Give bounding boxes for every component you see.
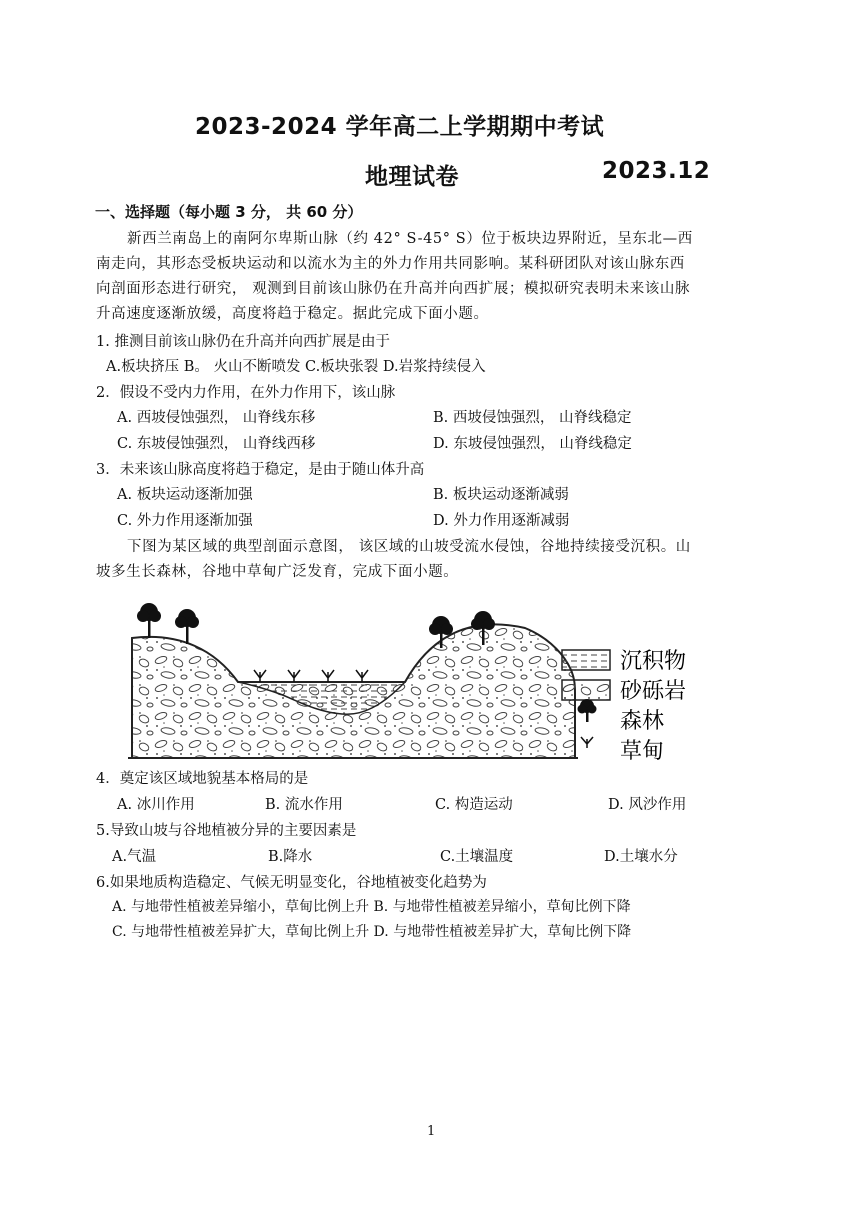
legend-label-meadow: 草甸 (620, 739, 665, 764)
cross-section-figure (120, 598, 740, 764)
question-2-option-c: C. 东坡侵蚀强烈， 山脊线西移 (117, 436, 316, 452)
question-4-option-b: B. 流水作用 (265, 797, 343, 813)
question-3-option-d: D. 外力作用逐渐减弱 (433, 513, 570, 529)
legend-label-forest: 森林 (620, 709, 665, 734)
question-5-option-c: C.土壤温度 (440, 849, 514, 865)
question-3-option-b: B. 板块运动逐渐减弱 (433, 487, 569, 503)
question-3-option-c: C. 外力作用逐渐加强 (117, 513, 253, 529)
exam-date: 2023.12 (602, 158, 711, 184)
question-2-stem: 2．假设不受内力作用，在外力作用下，该山脉 (96, 385, 396, 401)
passage1-line: 新西兰南岛上的南阿尔卑斯山脉（约 42° S-45° S）位于板块边界附近，呈东北—西 (127, 231, 693, 247)
question-5-option-d: D.土壤水分 (604, 849, 678, 865)
legend-label-sediment: 沉积物 (620, 649, 687, 674)
legend-meadow-symbol (581, 737, 593, 748)
exam-subject: 地理试卷 (365, 164, 459, 190)
forest-tree (175, 609, 199, 644)
question-4-option-d: D. 风沙作用 (608, 797, 687, 813)
meadow-grass (254, 670, 368, 682)
question-5-stem: 5.导致山坡与谷地植被分异的主要因素是 (96, 823, 357, 839)
legend-forest-symbol (578, 699, 597, 722)
legend-sediment-symbol (562, 650, 610, 670)
question-3-stem: 3．未来该山脉高度将趋于稳定，是由于随山体升高 (96, 462, 425, 478)
question-4-option-c: C. 构造运动 (435, 797, 513, 813)
legend-label-gravel: 砂砾岩 (620, 679, 687, 704)
page-number: 1 (427, 1124, 436, 1139)
question-3-option-a: A. 板块运动逐渐加强 (117, 487, 253, 503)
question-5-option-b: B.降水 (268, 849, 313, 865)
question-6-options-row2: C. 与地带性植被差异扩大，草甸比例上升 D. 与地带性植被差异扩大，草甸比例下降 (112, 924, 632, 940)
question-2-option-d: D. 东坡侵蚀强烈， 山脊线稳定 (433, 436, 632, 452)
passage2-line: 下图为某区域的典型剖面示意图， 该区域的山坡受流水侵蚀，谷地持续接受沉积。山 (127, 539, 691, 555)
passage1-line: 南走向，其形态受板块运动和以流水为主的外力作用共同影响。某科研团队对该山脉东西 (96, 256, 685, 272)
question-4-option-a: A. 冰川作用 (117, 797, 195, 813)
question-1-stem: 1. 推测目前该山脉仍在升高并向西扩展是由于 (96, 334, 390, 350)
passage1-line: 升高速度逐渐放缓，高度将趋于稳定。据此完成下面小题。 (96, 306, 489, 322)
section-heading: 一、选择题（每小题 3 分， 共 60 分） (95, 203, 363, 221)
legend-gravel-symbol (562, 680, 610, 700)
forest-tree (137, 603, 161, 638)
question-6-options-row1: A. 与地带性植被差异缩小，草甸比例上升 B. 与地带性植被差异缩小，草甸比例下降 (112, 899, 631, 915)
question-5-option-a: A.气温 (112, 849, 157, 865)
question-2-option-a: A. 西坡侵蚀强烈， 山脊线东移 (117, 410, 316, 426)
passage1-line: 向剖面形态进行研究， 观测到目前该山脉仍在升高并向西扩展；模拟研究表明未来该山脉 (96, 281, 691, 297)
question-1-options: A.板块挤压 B。 火山不断喷发 C.板块张裂 D.岩浆持续侵入 (106, 359, 486, 375)
exam-title: 2023-2024 学年高二上学期期中考试 (195, 114, 605, 140)
question-4-stem: 4．奠定该区域地貌基本格局的是 (96, 771, 309, 787)
passage2-line: 坡多生长森林，谷地中草甸广泛发育，完成下面小题。 (96, 564, 459, 580)
question-6-stem: 6.如果地质构造稳定、气候无明显变化，谷地植被变化趋势为 (96, 875, 487, 891)
question-2-option-b: B. 西坡侵蚀强烈， 山脊线稳定 (433, 410, 632, 426)
